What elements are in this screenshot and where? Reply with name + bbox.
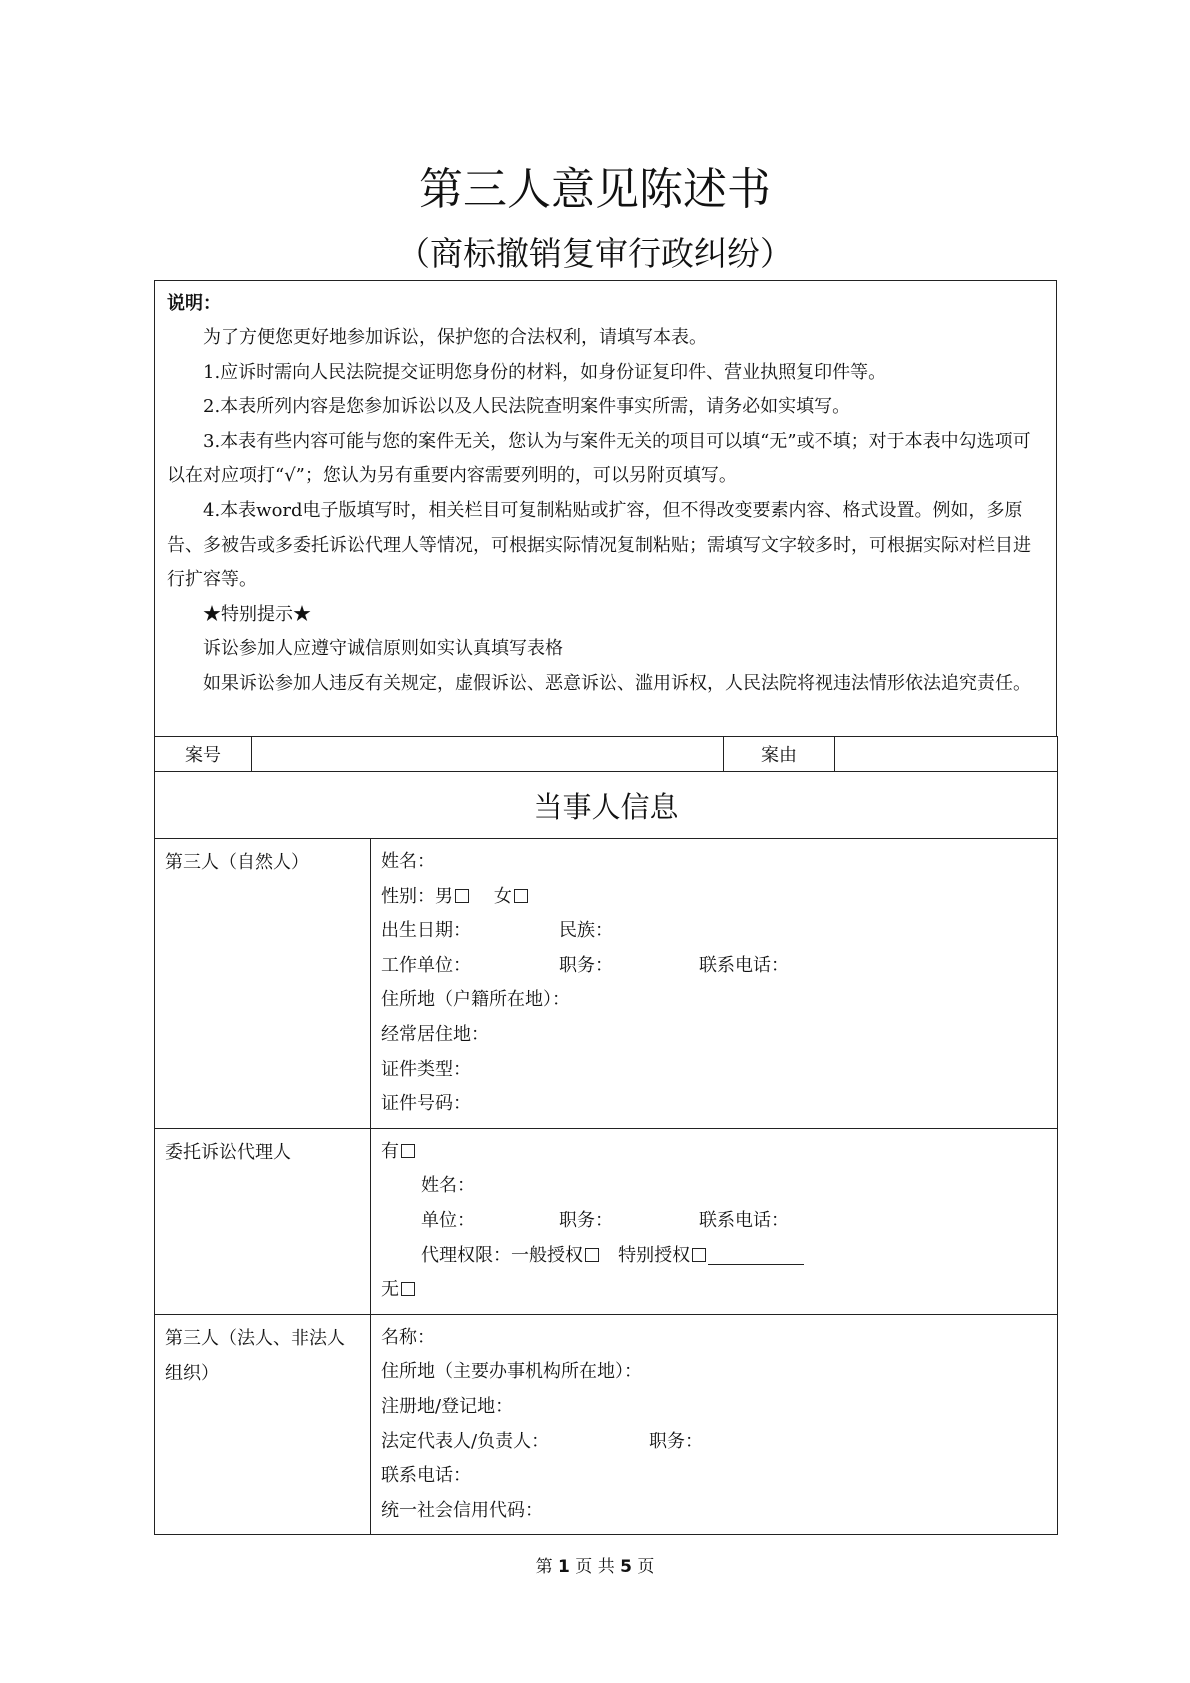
org-phone-label: 联系电话： bbox=[381, 1465, 471, 1487]
agent-name-field[interactable] bbox=[381, 1169, 1047, 1204]
org-domicile-field[interactable] bbox=[381, 1355, 1047, 1390]
page-suffix: 页 bbox=[637, 1557, 655, 1577]
document-title: 第三人意见陈述书 bbox=[419, 164, 771, 215]
birth-label: 出生日期： bbox=[381, 920, 471, 942]
agent-yes-option bbox=[381, 1135, 1047, 1170]
special-authority-checkbox[interactable] bbox=[692, 1248, 706, 1262]
org-phone-field[interactable] bbox=[381, 1459, 1047, 1494]
legal-person-fields bbox=[371, 1314, 1058, 1535]
birth-ethnicity-field[interactable] bbox=[381, 914, 1047, 949]
page-footer bbox=[0, 1552, 1190, 1577]
registered-place-label: 注册地/登记地： bbox=[381, 1395, 514, 1417]
instructions-box bbox=[154, 280, 1057, 737]
residence-label: 经常居住地： bbox=[381, 1023, 489, 1045]
legal-person-row bbox=[155, 1314, 1058, 1535]
instruction-paragraph: 2.本表所列内容是您参加诉讼以及人民法院查明案件事实所需，请务必如实填写。 bbox=[203, 396, 851, 418]
org-name-field[interactable] bbox=[381, 1321, 1047, 1356]
agent-no-label: 无 bbox=[381, 1279, 399, 1301]
id-type-label: 证件类型： bbox=[381, 1058, 471, 1080]
case-cause-label: 案由 bbox=[724, 737, 835, 772]
representative-field[interactable] bbox=[381, 1425, 1047, 1460]
gender-field bbox=[381, 880, 1047, 915]
agent-unit-label: 单位： bbox=[421, 1209, 475, 1231]
id-type-field[interactable] bbox=[381, 1053, 1047, 1088]
page-number: 1 bbox=[558, 1557, 570, 1577]
female-label: 女 bbox=[493, 885, 512, 907]
org-name-label: 名称： bbox=[381, 1326, 435, 1348]
id-number-label: 证件号码： bbox=[381, 1093, 471, 1115]
agent-no-option bbox=[381, 1273, 1047, 1308]
employer-label: 工作单位： bbox=[381, 954, 471, 976]
org-domicile-label: 住所地（主要办事机构所在地）： bbox=[381, 1361, 642, 1383]
special-authority-label: 特别授权 bbox=[618, 1244, 691, 1266]
agent-fields bbox=[371, 1128, 1058, 1314]
general-authority-checkbox[interactable] bbox=[585, 1248, 599, 1262]
ethnicity-label: 民族： bbox=[559, 920, 613, 942]
case-cause-field[interactable] bbox=[835, 737, 1058, 772]
residence-field[interactable] bbox=[381, 1018, 1047, 1053]
representative-label: 法定代表人/负责人： bbox=[381, 1430, 550, 1452]
id-number-field[interactable] bbox=[381, 1087, 1047, 1122]
case-number-label: 案号 bbox=[155, 737, 252, 772]
agent-name-label: 姓名： bbox=[421, 1175, 475, 1197]
position-label: 职务： bbox=[559, 954, 613, 976]
domicile-field[interactable] bbox=[381, 983, 1047, 1018]
agent-unit-field[interactable] bbox=[381, 1204, 1047, 1239]
employer-field[interactable] bbox=[381, 949, 1047, 984]
instructions-heading: 说明： bbox=[167, 293, 221, 314]
natural-person-row bbox=[155, 839, 1058, 1129]
phone-label: 联系电话： bbox=[699, 954, 789, 976]
section-row bbox=[155, 772, 1058, 839]
agent-yes-label: 有 bbox=[381, 1140, 399, 1162]
female-checkbox[interactable] bbox=[514, 889, 528, 903]
agent-row bbox=[155, 1128, 1058, 1314]
case-number-field[interactable] bbox=[252, 737, 724, 772]
male-checkbox[interactable] bbox=[455, 889, 469, 903]
gender-label: 性别： bbox=[381, 885, 435, 907]
agent-label: 委托诉讼代理人 bbox=[155, 1128, 371, 1314]
natural-person-fields bbox=[371, 839, 1058, 1129]
instruction-paragraph: 诉讼参加人应遵守诚信原则如实认真填写表格 bbox=[203, 638, 563, 660]
special-notice-heading: ★特别提示★ bbox=[203, 603, 311, 625]
agent-phone-label: 联系电话： bbox=[699, 1209, 789, 1231]
party-info-form bbox=[154, 736, 1058, 1535]
credit-code-field[interactable] bbox=[381, 1494, 1047, 1529]
general-authority-label: 一般授权 bbox=[511, 1244, 583, 1266]
special-authority-blank[interactable] bbox=[708, 1244, 804, 1265]
document-subtitle: （商标撤销复审行政纠纷） bbox=[397, 234, 793, 273]
domicile-label: 住所地（户籍所在地）： bbox=[381, 989, 570, 1011]
page-total: 5 bbox=[620, 1557, 632, 1577]
page-prefix: 第 bbox=[535, 1557, 553, 1577]
instruction-paragraph: 4.本表word电子版填写时，相关栏目可复制粘贴或扩容，但不得改变要素内容、格式设置。例如，多原告、多被告或多委托诉讼代理人等情况，可根据实际情况复制粘贴；需填写文字较多时，可根据实际对栏目进行扩容等。 bbox=[167, 499, 1031, 591]
page-mid: 页 共 bbox=[575, 1557, 615, 1577]
instruction-paragraph: 如果诉讼参加人违反有关规定，虚假诉讼、恶意诉讼、滥用诉权，人民法院将视违法情形依法追究责任。 bbox=[203, 672, 1031, 694]
representative-position-label: 职务： bbox=[649, 1430, 703, 1452]
name-field[interactable] bbox=[381, 845, 1047, 880]
instruction-paragraph: 为了方便您更好地参加诉讼，保护您的合法权利，请填写本表。 bbox=[203, 327, 707, 348]
authority-label: 代理权限： bbox=[421, 1244, 511, 1266]
instruction-paragraph: 3.本表有些内容可能与您的案件无关，您认为与案件无关的项目可以填“无”或不填；对于本表中勾选项可以在对应项打“√”；您认为另有重要内容需要列明的，可以另附页填写。 bbox=[167, 430, 1031, 487]
registered-place-field[interactable] bbox=[381, 1390, 1047, 1425]
case-row bbox=[155, 737, 1058, 772]
agent-position-label: 职务： bbox=[559, 1209, 613, 1231]
male-label: 男 bbox=[435, 885, 453, 907]
agent-authority-field bbox=[381, 1239, 1047, 1274]
instruction-paragraph: 1.应诉时需向人民法院提交证明您身份的材料，如身份证复印件、营业执照复印件等。 bbox=[203, 361, 887, 383]
section-title: 当事人信息 bbox=[155, 772, 1058, 839]
agent-yes-checkbox[interactable] bbox=[401, 1144, 415, 1158]
natural-person-label: 第三人（自然人） bbox=[155, 839, 371, 1129]
agent-no-checkbox[interactable] bbox=[401, 1282, 415, 1296]
legal-person-label: 第三人（法人、非法人组织） bbox=[155, 1314, 371, 1535]
name-label: 姓名： bbox=[381, 851, 435, 872]
credit-code-label: 统一社会信用代码： bbox=[381, 1499, 543, 1521]
